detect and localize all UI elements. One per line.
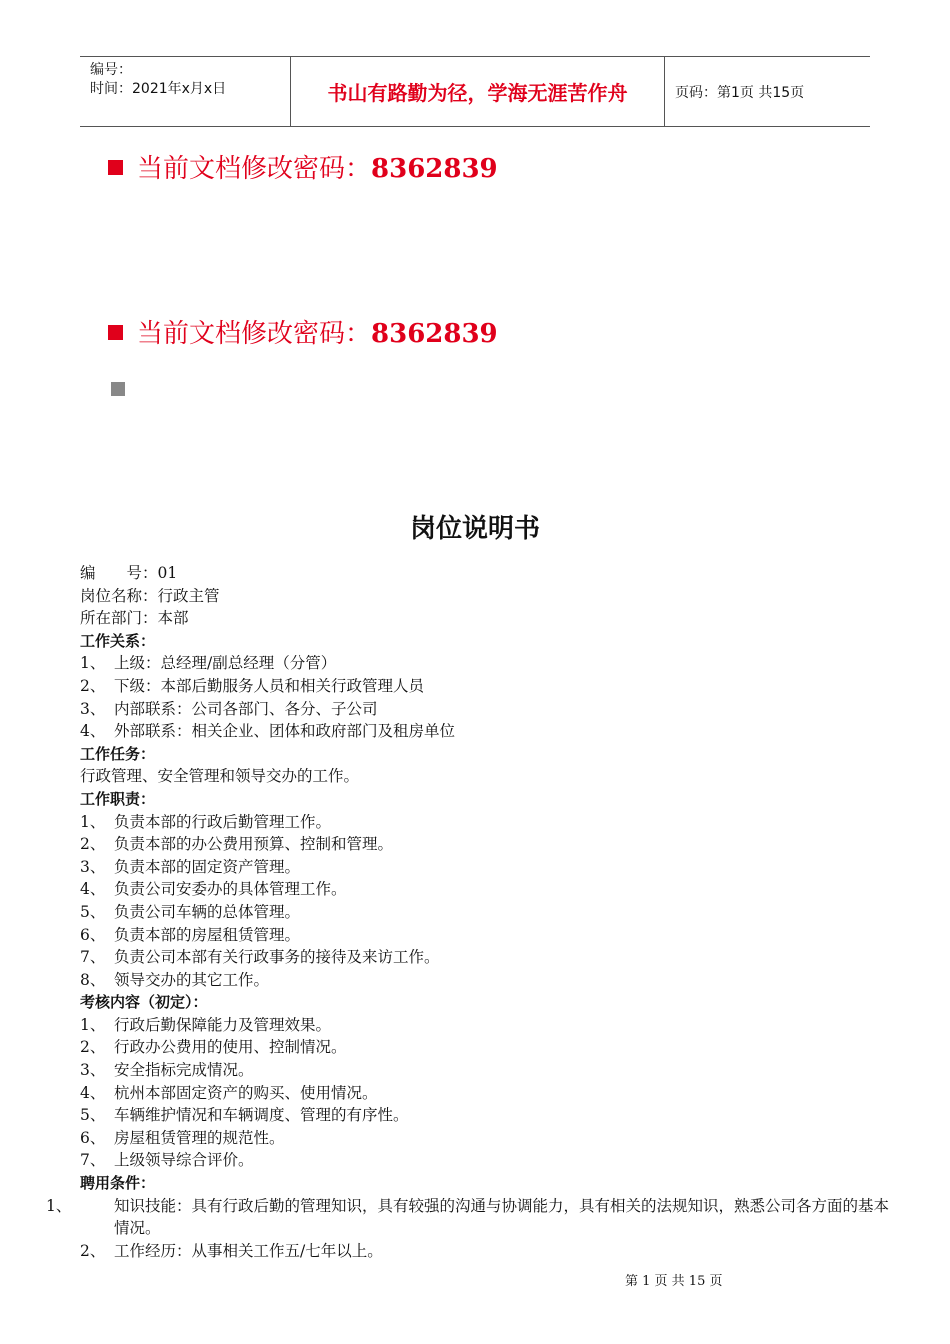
task-text: 行政管理、安全管理和领导交办的工作。: [80, 767, 360, 786]
section-heading-duties: 工作职责：: [80, 789, 156, 808]
list-item: 8、 领导交办的其它工作。: [80, 970, 270, 989]
password-value: 8362839: [371, 154, 498, 184]
info-department: 所在部门：本部: [80, 609, 189, 628]
info-code: 编 号：01: [80, 564, 178, 582]
list-item: 2、 下级：本部后勤服务人员和相关行政管理人员: [80, 676, 425, 695]
red-square-bullet-icon: [108, 325, 123, 340]
password-label: 当前文档修改密码：: [137, 154, 372, 184]
list-item: 2、 工作经历：从事相关工作五/七年以上。: [80, 1241, 383, 1260]
password-note-2: [108, 313, 498, 350]
document-title: 岗位说明书: [409, 514, 540, 544]
list-item: 2、 行政办公费用的使用、控制情况。: [80, 1038, 347, 1057]
password-label: 当前文档修改密码：: [137, 319, 372, 349]
header-page-info: 页码：第1页 共15页: [675, 84, 805, 101]
list-item: 6、 房屋租赁管理的规范性。: [80, 1128, 285, 1147]
page-footer: 第 1 页 共 15 页: [625, 1274, 723, 1289]
header-meta: [80, 57, 291, 126]
document-body: [46, 562, 890, 1262]
page-header: [80, 56, 870, 127]
section-heading-assessment: 考核内容（初定）：: [80, 993, 208, 1012]
list-item: 4、 负责公司安委办的具体管理工作。: [80, 880, 347, 899]
password-note-1: [108, 148, 498, 185]
list-item: 5、 车辆维护情况和车辆调度、管理的有序性。: [80, 1106, 409, 1125]
list-item: 3、 负责本部的固定资产管理。: [80, 857, 301, 876]
list-item: 4、 外部联系：相关企业、团体和政府部门及租房单位: [80, 722, 456, 741]
list-item: 7、 负责公司本部有关行政事务的接待及来访工作。: [80, 948, 440, 967]
password-value: 8362839: [371, 319, 498, 349]
red-square-bullet-icon: [108, 160, 123, 175]
list-item: 4、 杭州本部固定资产的购买、使用情况。: [80, 1083, 378, 1102]
list-item: 1、 行政后勤保障能力及管理效果。: [80, 1015, 332, 1034]
list-item: 3、 内部联系：公司各部门、各分、子公司: [80, 699, 378, 718]
time-label: 时间：2021年x月x日: [90, 81, 227, 97]
list-item: 6、 负责本部的房屋租赁管理。: [80, 925, 301, 944]
list-item: 1、 负责本部的行政后勤管理工作。: [80, 812, 332, 831]
list-item: 1、 知识技能：具有行政后勤的管理知识，具有较强的沟通与协调能力，具有相关的法规知识，熟悉公司各方面的基本情况。: [46, 1196, 890, 1238]
header-motto: 书山有路勤为径，学海无涯苦作舟: [291, 57, 665, 126]
gray-square-bullet-icon: [111, 382, 125, 396]
list-item: 7、 上级领导综合评价。: [80, 1151, 254, 1170]
section-heading-task: 工作任务：: [80, 744, 156, 763]
list-item: 5、 负责公司车辆的总体管理。: [80, 902, 301, 921]
list-item: 2、 负责本部的办公费用预算、控制和管理。: [80, 835, 394, 854]
code-label: 编号：: [90, 62, 132, 78]
section-heading-requirements: 聘用条件：: [80, 1174, 156, 1193]
list-item: 1、 上级：总经理/副总经理（分管）: [80, 654, 337, 673]
info-position: 岗位名称：行政主管: [80, 586, 220, 605]
section-heading-relations: 工作关系：: [80, 631, 156, 650]
list-item: 3、 安全指标完成情况。: [80, 1061, 254, 1080]
